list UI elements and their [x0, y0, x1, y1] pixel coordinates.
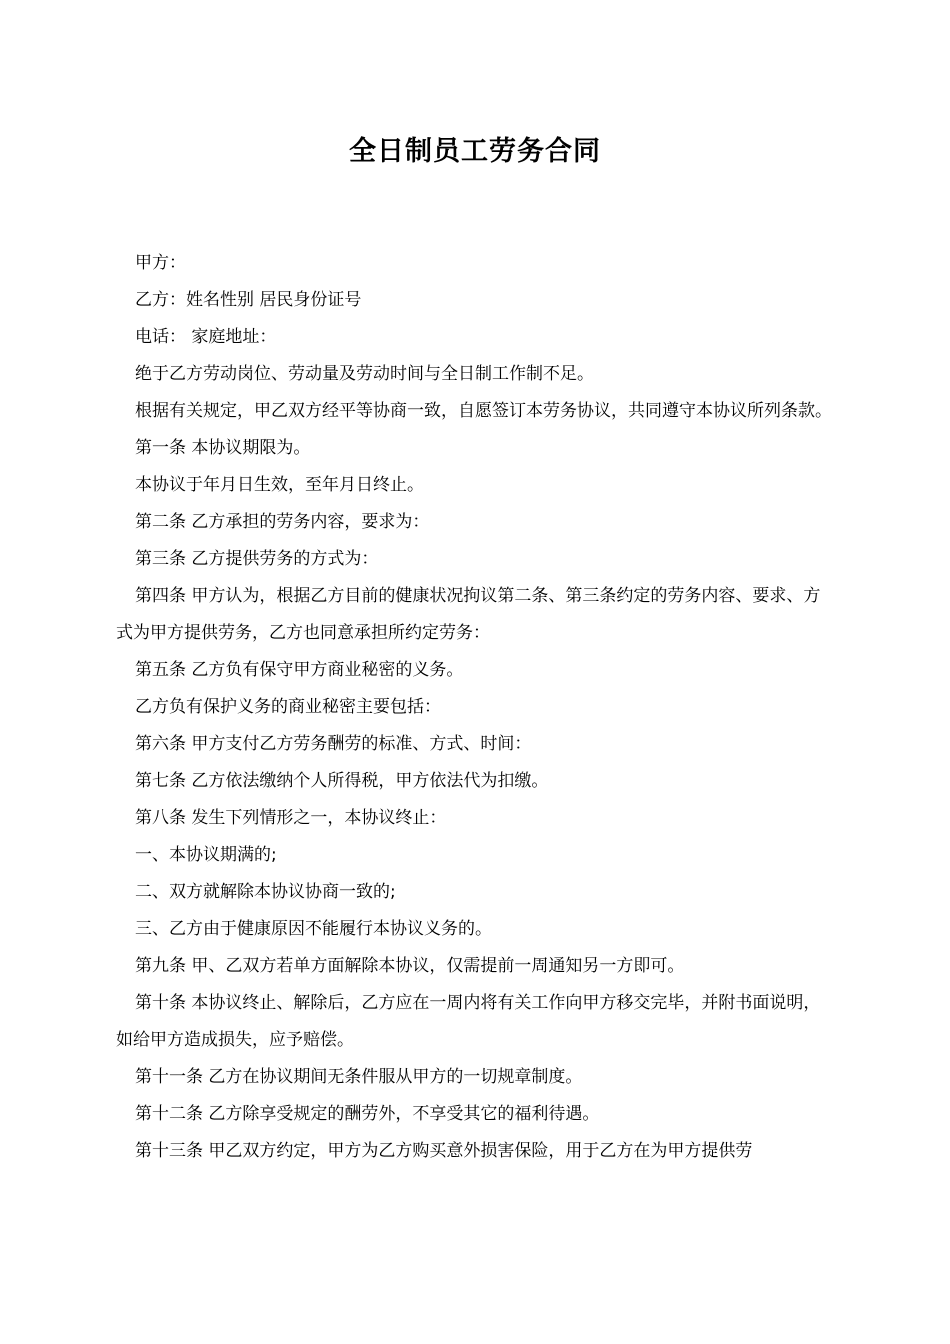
article-12: 第十二条 乙方除享受规定的酬劳外，不享受其它的福利待遇。: [135, 1104, 600, 1124]
article-8-item-3: 三、乙方由于健康原因不能履行本协议义务的。: [135, 919, 492, 939]
article-8-item-2: 二、双方就解除本协议协商一致的;: [135, 882, 396, 902]
article-9: 第九条 甲、乙双方若单方面解除本协议，仅需提前一周通知另一方即可。: [135, 956, 685, 976]
article-1: 第一条 本协议期限为。: [135, 438, 311, 458]
article-10: 第十条 本协议终止、解除后，乙方应在一周内将有关工作向甲方移交完毕，并附书面说明，如给甲方造成损失，应予赔偿。: [116, 993, 821, 1050]
article-13: 第十三条 甲乙双方约定，甲方为乙方购买意外损害保险，用于乙方在为甲方提供劳: [135, 1141, 753, 1161]
article-4: 第四条 甲方认为，根据乙方目前的健康状况拘议第二条、第三条约定的劳务内容、要求、方式为甲方提供劳务，乙方也同意承担所约定劳务：: [116, 586, 821, 643]
article-1-term: 本协议于年月日生效，至年月日终止。: [135, 475, 424, 495]
article-8-item-1: 一、本协议期满的;: [135, 845, 277, 865]
phone-address-line: 电话： 家庭地址：: [135, 327, 277, 347]
article-2: 第二条 乙方承担的劳务内容，要求为：: [135, 512, 430, 532]
document-title: 全日制员工劳务合同: [349, 136, 601, 167]
party-b-line: 乙方：姓名性别 居民身份证号: [135, 290, 362, 310]
article-11: 第十一条 乙方在协议期间无条件服从甲方的一切规章制度。: [135, 1067, 583, 1087]
intro-paragraph-2: 根据有关规定，甲乙双方经平等协商一致，自愿签订本劳务协议，共同遵守本协议所列条款。: [135, 401, 832, 421]
article-8: 第八条 发生下列情形之一，本协议终止：: [135, 808, 447, 828]
article-6: 第六条 甲方支付乙方劳务酬劳的标准、方式、时间：: [135, 734, 532, 754]
party-a-line: 甲方：: [135, 253, 186, 273]
article-5: 第五条 乙方负有保守甲方商业秘密的义务。: [135, 660, 464, 680]
intro-paragraph-1: 绝于乙方劳动岗位、劳动量及劳动时间与全日制工作制不足。: [135, 364, 594, 384]
article-7: 第七条 乙方依法缴纳个人所得税，甲方依法代为扣缴。: [135, 771, 549, 791]
article-3: 第三条 乙方提供劳务的方式为：: [135, 549, 379, 569]
document-body: [116, 245, 836, 1170]
article-5-detail: 乙方负有保护义务的商业秘密主要包括：: [135, 697, 441, 717]
